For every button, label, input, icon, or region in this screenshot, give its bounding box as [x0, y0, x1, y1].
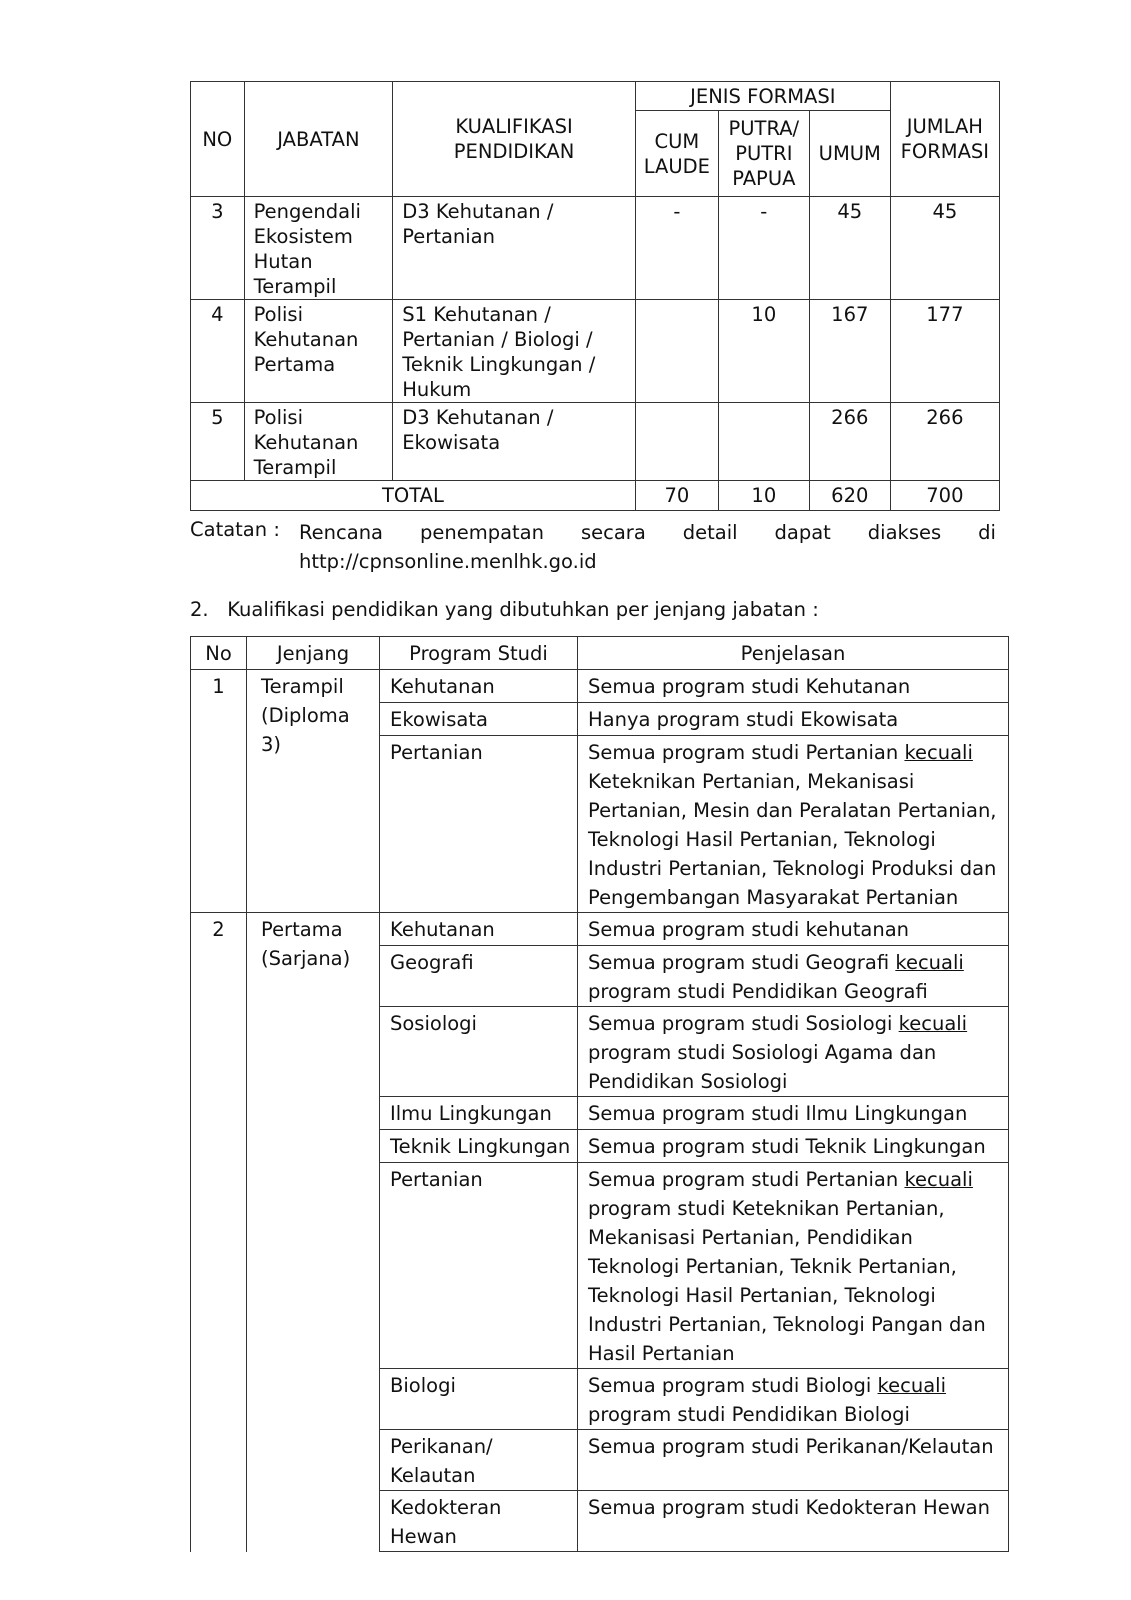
penjelasan-text: Semua program studi Biologi — [588, 1374, 878, 1397]
row-jabatan: Pengendali Ekosistem Hutan Terampil — [244, 197, 393, 300]
row-papua: - — [718, 197, 809, 300]
penjelasan — [578, 1163, 1009, 1369]
header-cum-laude: CUM LAUDE — [635, 111, 718, 197]
row-cum-laude — [635, 300, 718, 403]
penjelasan-text: program studi Pendidikan Biologi — [588, 1403, 910, 1426]
row-kualifikasi: S1 Kehutanan / Pertanian / Biologi / Teknik Lingkungan / Hukum — [393, 300, 636, 403]
catatan-line — [299, 518, 996, 547]
penjelasan — [578, 946, 1009, 1007]
table-row — [191, 913, 1009, 946]
formasi-table — [190, 81, 1000, 511]
header-kualifikasi: KUALIFIKASI PENDIDIKAN — [393, 82, 636, 197]
row-papua — [718, 403, 809, 481]
penjelasan-text: Semua program studi Kedokteran Hewan — [588, 1496, 990, 1519]
catatan-word: detail — [682, 521, 738, 544]
row-umum: 266 — [809, 403, 890, 481]
penjelasan-text: Semua program studi Perikanan/Kelautan — [588, 1435, 994, 1458]
row-cum-laude — [635, 403, 718, 481]
catatan-word: Rencana — [299, 521, 384, 544]
catatan-word: dapat — [774, 521, 831, 544]
header-penjelasan: Penjelasan — [578, 637, 1009, 670]
catatan-word: diakses — [867, 521, 942, 544]
program-studi: Kehutanan — [380, 670, 578, 703]
kecuali-underline: kecuali — [904, 741, 973, 764]
total-row — [191, 481, 1000, 511]
catatan-word: di — [978, 521, 996, 544]
catatan-url[interactable]: http://cpnsonline.menlhk.go.id — [299, 550, 597, 573]
program-studi: Kedokteran Hewan — [380, 1491, 578, 1552]
penjelasan-text: Semua program studi Teknik Lingkungan — [588, 1135, 986, 1158]
penjelasan-text: Semua program studi Pertanian — [588, 1168, 905, 1191]
catatan-word: penempatan — [419, 521, 544, 544]
header-jumlah-formasi: JUMLAH FORMASI — [890, 82, 999, 197]
group-no: 2 — [191, 913, 247, 1552]
table-row — [191, 197, 1000, 300]
header-jenis-formasi: JENIS FORMASI — [635, 82, 890, 111]
program-studi: Geografi — [380, 946, 578, 1007]
header-program-studi: Program Studi — [380, 637, 578, 670]
program-studi: Teknik Lingkungan — [380, 1130, 578, 1163]
row-papua: 10 — [718, 300, 809, 403]
row-umum: 167 — [809, 300, 890, 403]
section-heading — [190, 598, 819, 621]
penjelasan-text: Semua program studi kehutanan — [588, 918, 910, 941]
penjelasan-text: Hanya program studi Ekowisata — [588, 708, 899, 731]
program-studi: Kehutanan — [380, 913, 578, 946]
penjelasan — [578, 913, 1009, 946]
catatan-word: secara — [580, 521, 646, 544]
table-row — [191, 403, 1000, 481]
row-jumlah: 266 — [890, 403, 999, 481]
program-studi: Ilmu Lingkungan — [380, 1097, 578, 1130]
row-cum-laude: - — [635, 197, 718, 300]
penjelasan-text: Semua program studi Geografi — [588, 951, 896, 974]
header-jenjang: Jenjang — [247, 637, 380, 670]
header-no: No — [191, 637, 247, 670]
total-jumlah: 700 — [890, 481, 999, 511]
table-row — [191, 300, 1000, 403]
section-title: Kualifikasi pendidikan yang dibutuhkan per jenjang jabatan : — [227, 598, 819, 621]
penjelasan-text: Semua program studi Pertanian — [588, 741, 905, 764]
header-putra-putri-papua: PUTRA/ PUTRI PAPUA — [718, 111, 809, 197]
penjelasan-text: Semua program studi Ilmu Lingkungan — [588, 1102, 968, 1125]
total-papua: 10 — [718, 481, 809, 511]
kecuali-underline: kecuali — [904, 1168, 973, 1191]
row-kualifikasi: D3 Kehutanan / Ekowisata — [393, 403, 636, 481]
catatan-text — [299, 518, 996, 576]
program-studi: Perikanan/ Kelautan — [380, 1430, 578, 1491]
program-studi: Pertanian — [380, 1163, 578, 1369]
row-no: 3 — [191, 197, 245, 300]
header-no: NO — [191, 82, 245, 197]
program-studi: Biologi — [380, 1369, 578, 1430]
penjelasan — [578, 1430, 1009, 1491]
penjelasan — [578, 1097, 1009, 1130]
penjelasan — [578, 670, 1009, 703]
row-jabatan: Polisi Kehutanan Terampil — [244, 403, 393, 481]
section-number: 2. — [190, 598, 209, 621]
program-studi: Ekowisata — [380, 703, 578, 736]
penjelasan-text: program studi Keteknikan Pertanian, Mekanisasi Pertanian, Pendidikan Teknologi Pertanian, Teknik Pertanian, Teknologi Hasil Pertanian, Teknologi Industri Pertanian, Teknologi Pangan dan Hasil Pertanian — [588, 1197, 986, 1365]
program-studi: Sosiologi — [380, 1007, 578, 1097]
penjelasan — [578, 1369, 1009, 1430]
total-umum: 620 — [809, 481, 890, 511]
penjelasan-text: Semua program studi Kehutanan — [588, 675, 911, 698]
row-jabatan: Polisi Kehutanan Pertama — [244, 300, 393, 403]
group-jenjang: Terampil (Diploma 3) — [247, 670, 380, 913]
row-jumlah: 45 — [890, 197, 999, 300]
table-row — [191, 670, 1009, 703]
kecuali-underline: kecuali — [895, 951, 964, 974]
row-umum: 45 — [809, 197, 890, 300]
group-jenjang: Pertama (Sarjana) — [247, 913, 380, 1552]
group-no: 1 — [191, 670, 247, 913]
total-label: TOTAL — [191, 481, 636, 511]
header-jabatan: JABATAN — [244, 82, 393, 197]
penjelasan-text: Keteknikan Pertanian, Mekanisasi Pertanian, Mesin dan Peralatan Pertanian, Teknologi Hasil Pertanian, Teknologi Industri Pertanian, Teknologi Produksi dan Pengembangan Masyarakat Pertanian — [588, 770, 997, 909]
row-kualifikasi: D3 Kehutanan / Pertanian — [393, 197, 636, 300]
penjelasan — [578, 736, 1009, 913]
row-no: 4 — [191, 300, 245, 403]
penjelasan — [578, 1130, 1009, 1163]
penjelasan-text: Semua program studi Sosiologi — [588, 1012, 899, 1035]
penjelasan-text: program studi Sosiologi Agama dan Pendidikan Sosiologi — [588, 1041, 937, 1093]
program-studi: Pertanian — [380, 736, 578, 913]
header-umum: UMUM — [809, 111, 890, 197]
catatan-label: Catatan : — [190, 518, 280, 541]
penjelasan-text: program studi Pendidikan Geografi — [588, 980, 928, 1003]
kecuali-underline: kecuali — [877, 1374, 947, 1397]
total-cum-laude: 70 — [635, 481, 718, 511]
penjelasan — [578, 1007, 1009, 1097]
penjelasan — [578, 1491, 1009, 1552]
kualifikasi-table — [190, 636, 1009, 1552]
penjelasan — [578, 703, 1009, 736]
row-jumlah: 177 — [890, 300, 999, 403]
kecuali-underline: kecuali — [898, 1012, 968, 1035]
row-no: 5 — [191, 403, 245, 481]
